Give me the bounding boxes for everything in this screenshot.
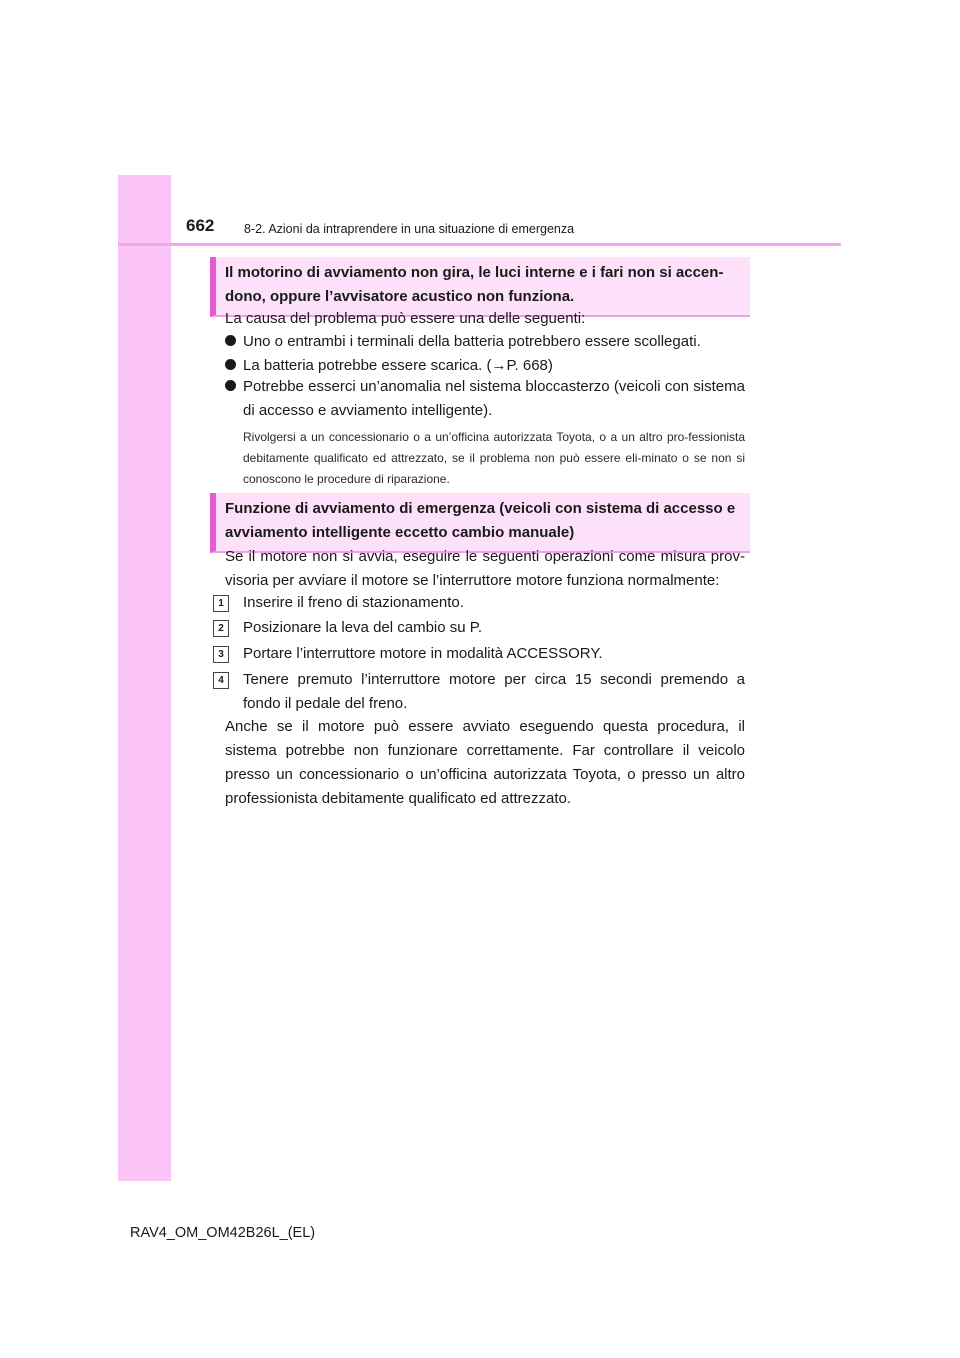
list-item-text: Uno o entrambi i terminali della batteria potrebbero essere scollegati. [243,333,701,350]
emergency-intro: Se il motore non si avvia, eseguire le seguenti operazioni come misura prov-visoria per avviare il motore se l’interruttore motore funziona normalmente: [225,548,745,589]
document-code: RAV4_OM_OM42B26L_(EL) [130,1225,316,1241]
causes-intro: La causa del problema può essere una delle seguenti: [225,310,586,327]
list-item-text: Potrebbe esserci un’anomalia nel sistema bloccasterzo (veicoli con sistema di accesso e avviamento intelligente). [243,378,745,419]
step-text: Posizionare la leva del cambio su P. [243,619,483,636]
step-item [213,591,745,615]
section-heading-line: Funzione di avviamento di emergenza (veicoli con sistema di accesso e [225,500,736,517]
step-text: Portare l’interruttore motore in modalità ACCESSORY. [243,645,603,662]
step-item [213,668,745,716]
list-item-text: La batteria potrebbe essere scarica. (→P. 668) [243,357,553,374]
header-rule [118,243,841,246]
bullet-icon [225,380,236,391]
step-text: Inserire il freno di stazionamento. [243,594,464,611]
section-heading-line: avviamento intelligente eccetto cambio manuale) [225,524,575,541]
section-heading-emergency-start [210,493,750,553]
bullet-icon [225,335,236,346]
section-heading-line: Il motorino di avviamento non gira, le luci interne e i fari non si accen- [225,264,724,281]
step-item [213,616,745,640]
bullet-icon [225,359,236,370]
dealer-note: Rivolgersi a un concessionario o a un’officina autorizzata Toyota, o a un altro pro-fessionista debitamente qualificato ed attrezzato, se il problema non può essere eli-minato o se non si conoscono le procedure di riparazione. [243,430,745,486]
running-header: 8-2. Azioni da intraprendere in una situazione di emergenza [244,222,575,236]
page-number: 662 [186,216,215,235]
step-number-badge: 1 [213,595,229,612]
list-item [225,375,745,423]
step-number-badge: 4 [213,672,229,689]
section-heading-line: dono, oppure l’avvisatore acustico non funziona. [225,288,575,305]
step-number-badge: 3 [213,646,229,663]
step-number-badge: 2 [213,620,229,637]
step-item [213,642,745,666]
list-item [225,330,745,354]
side-color-band [118,175,171,1181]
step-text: Tenere premuto l’interruttore motore per circa 15 secondi premendo a fondo il pedale del freno. [243,671,745,712]
closing-paragraph: Anche se il motore può essere avviato eseguendo questa procedura, il sistema potrebbe non funzionare correttamente. Far controllare il veicolo presso un concessionario o un’officina autorizzata Toyota, o presso un altro professionista debitamente qualificato ed attrezzato. [225,718,745,807]
